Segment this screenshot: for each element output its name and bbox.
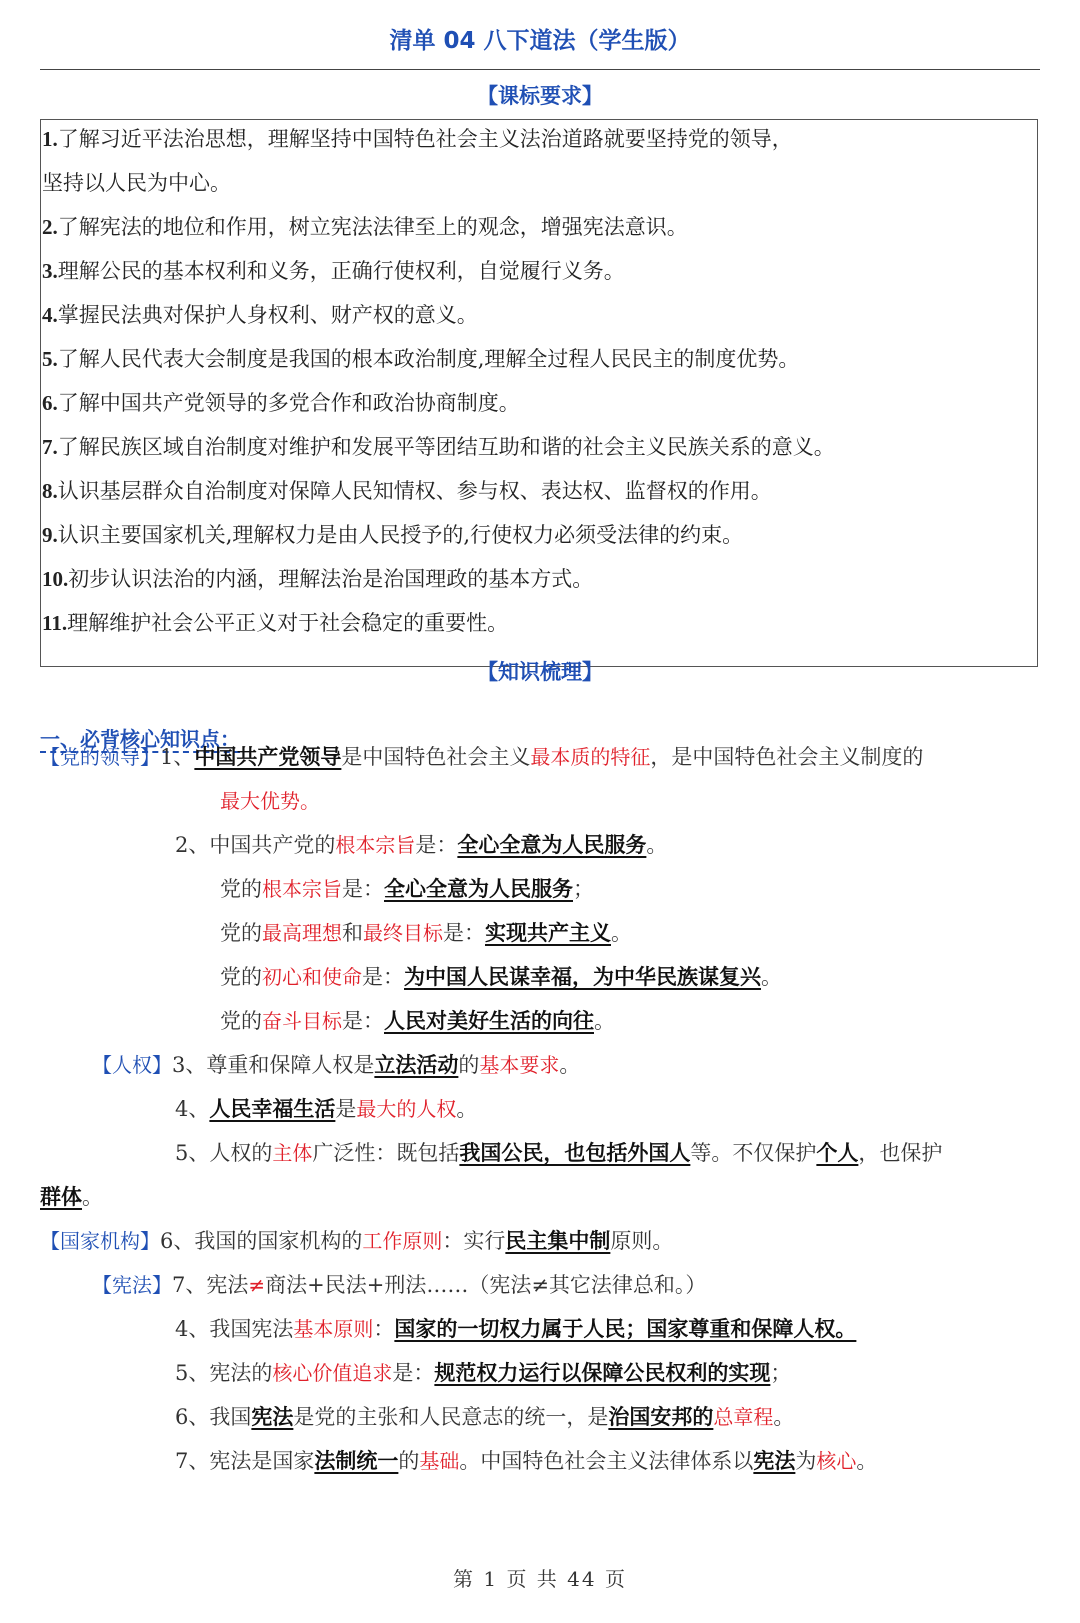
knowledge-subheading: 一、必背核心知识点： [40,727,240,751]
key-term: 基本要求 [479,1053,560,1077]
document-title: 清单 04 八下道法（学生版） [389,28,691,54]
requirement-line [42,124,793,154]
underlined-answer: 全心全意为人民服务 [384,876,573,901]
line-text: 等。不仅保护 [690,1141,817,1165]
line-text: 。 [761,965,782,989]
knowledge-line [220,786,320,816]
underlined-answer: 个人 [816,1140,859,1165]
key-term: 最大的人权 [356,1097,457,1121]
line-text: ，是中国特色社会主义制度的 [650,745,924,769]
line-text: 党的 [220,1009,262,1033]
knowledge-line [175,1446,877,1476]
key-term: 核心 [816,1449,857,1473]
topic-tag: 【国家机构】 [40,1229,160,1253]
knowledge-line [175,1314,856,1344]
key-term: 根本宗旨 [335,833,416,857]
line-text: 5、人权的 [175,1141,273,1165]
line-text: ，也保护 [858,1141,943,1165]
requirement-text: 初步认识法治的内涵，理解法治是治国理政的基本方式。 [68,567,594,591]
key-term: ≠ [248,1273,266,1297]
line-text: 4、我国宪法 [175,1317,294,1341]
line-text: 是： [443,921,485,945]
knowledge-line [220,1006,615,1036]
underlined-answer: 国家的一切权力属于人民；国家尊重和保障人权。 [394,1316,857,1341]
line-text: 是： [342,877,384,901]
line-text: 的 [398,1449,420,1473]
underlined-answer: 人民对美好生活的向往 [384,1008,594,1033]
underlined-answer: 全心全意为人民服务 [457,832,647,857]
underlined-answer: 民主集中制 [505,1228,611,1253]
key-term: 总章程 [713,1405,774,1429]
underlined-answer: 宪法 [753,1448,796,1473]
underlined-answer: 宪法 [251,1404,294,1429]
line-text: 4、 [175,1097,210,1121]
title-divider [40,69,1040,70]
requirement-number: 10. [42,567,69,591]
line-text: 是： [415,833,458,857]
requirement-line [42,520,743,550]
knowledge-heading: 【知识梳理】 [477,660,603,684]
requirement-number: 6. [42,391,58,415]
requirement-text: 了解人民代表大会制度是我国的根本政治制度,理解全过程人民民主的制度优势。 [57,347,800,371]
requirement-text: 了解中国共产党领导的多党合作和政治协商制度。 [57,391,520,415]
line-text: 是： [392,1361,435,1385]
underlined-answer: 立法活动 [374,1052,459,1077]
line-text: 是： [342,1009,384,1033]
underlined-answer: 为中国人民谋幸福，为中华民族谋复兴 [404,964,761,989]
knowledge-line [175,1358,791,1388]
knowledge-line [220,962,782,992]
requirement-line [42,344,799,374]
requirement-number: 1. [42,127,58,151]
line-text: 商法+民法+刑法……（宪法≠其它法律总和。） [265,1273,707,1297]
knowledge-line [175,830,667,860]
requirement-line [42,300,478,330]
underlined-answer: 中国共产党领导 [194,744,342,769]
line-text: 。 [856,1449,878,1473]
requirement-line [42,476,772,506]
knowledge-line [40,1226,673,1256]
line-text: 党的 [220,877,262,901]
line-text: 6、我国 [175,1405,252,1429]
key-term: 最大优势。 [220,789,320,813]
knowledge-line [175,1138,942,1168]
requirement-number: 9. [42,523,58,547]
requirement-line [42,432,835,462]
knowledge-line [175,1094,477,1124]
underlined-answer: 人民幸福生活 [209,1096,336,1121]
key-term: 工作原则 [362,1229,443,1253]
line-text: 6、我国的国家机构的 [160,1229,363,1253]
requirement-text: 理解公民的基本权利和义务，正确行使权利，自觉履行义务。 [57,259,625,283]
key-term: 最高理想 [262,921,342,945]
requirements-heading: 【课标要求】 [477,84,603,108]
key-term: 核心价值追求 [272,1361,393,1385]
requirement-line [42,256,625,286]
page-footer: 第 1 页 共 44 页 [453,1567,627,1591]
knowledge-line [40,1182,103,1212]
line-text: 原则。 [610,1229,674,1253]
topic-tag: 【党的领导】 [40,745,160,769]
line-text: 5、宪法的 [175,1361,273,1385]
line-text: 。中国特色社会主义法律体系以 [459,1449,754,1473]
requirement-text: 了解宪法的地位和作用，树立宪法法律至上的观念，增强宪法意识。 [57,215,688,239]
key-term: 主体 [272,1141,313,1165]
line-text: 党的 [220,965,262,989]
line-text: 是党的主张和人民意志的统一，是 [293,1405,609,1429]
line-text: 是中国特色社会主义 [341,745,531,769]
key-term: 基本原则 [293,1317,374,1341]
knowledge-line [220,918,632,948]
knowledge-line [92,1050,580,1080]
knowledge-line [220,874,594,904]
requirement-number: 7. [42,435,58,459]
requirement-text: 掌握民法典对保护人身权利、财产权的意义。 [57,303,478,327]
line-text: 7、宪法 [172,1273,249,1297]
requirement-number: 11. [42,611,68,635]
requirement-line [42,608,508,638]
line-text: ； [770,1361,792,1385]
key-term: 最本质的特征 [530,745,651,769]
key-term: 根本宗旨 [262,877,342,901]
line-text: 是： [362,965,404,989]
knowledge-line [175,1402,794,1432]
key-term: 奋斗目标 [262,1009,342,1033]
knowledge-line [40,742,923,772]
topic-tag: 【宪法】 [92,1273,172,1297]
key-term: 初心和使命 [262,965,362,989]
line-text: 。 [646,833,668,857]
knowledge-line [92,1270,706,1300]
line-text: 1、 [160,745,195,769]
underlined-answer: 群体 [40,1184,82,1209]
line-text: 和 [342,921,363,945]
requirement-text: 了解习近平法治思想，理解坚持中国特色社会主义法治道路就要坚持党的领导， [57,127,793,151]
line-text: 。 [611,921,632,945]
key-term: 基础 [419,1449,460,1473]
requirement-line [42,212,688,242]
line-text: 党的 [220,921,262,945]
underlined-answer: 实现共产主义 [485,920,611,945]
line-text: 广泛性：既包括 [312,1141,460,1165]
underlined-answer: 治国安邦的 [608,1404,714,1429]
underlined-answer: 我国公民，也包括外国人 [459,1140,691,1165]
line-text: 为 [795,1449,817,1473]
line-text: ； [573,877,594,901]
requirement-text: 了解民族区域自治制度对维护和发展平等团结互助和谐的社会主义民族关系的意义。 [57,435,835,459]
key-term: 最终目标 [363,921,443,945]
line-text: 7、宪法是国家 [175,1449,315,1473]
line-text: 2、中国共产党的 [175,833,336,857]
requirement-text: 理解维护社会公平正义对于社会稳定的重要性。 [67,611,509,635]
requirement-number: 5. [42,347,58,371]
requirement-number: 4. [42,303,58,327]
line-text: 。 [773,1405,795,1429]
line-text: 。 [594,1009,615,1033]
requirement-number: 8. [42,479,58,503]
requirement-number: 2. [42,215,58,239]
line-text: ： [373,1317,395,1341]
line-text: 。 [456,1097,478,1121]
requirement-text: 认识基层群众自治制度对保障人民知情权、参与权、表达权、监督权的作用。 [57,479,772,503]
requirement-number: 3. [42,259,58,283]
line-text: 。 [559,1053,581,1077]
line-text: 的 [458,1053,480,1077]
line-text: 。 [82,1185,103,1209]
line-text: ：实行 [442,1229,506,1253]
requirement-line [42,388,520,418]
requirement-text: 认识主要国家机关,理解权力是由人民授予的,行使权力必须受法律的约束。 [57,523,744,547]
underlined-answer: 规范权力运行以保障公民权利的实现 [434,1360,771,1385]
underlined-answer: 法制统一 [314,1448,399,1473]
topic-tag: 【人权】 [92,1053,172,1077]
requirement-text: 坚持以人民为中心。 [42,171,231,195]
requirement-line [42,168,231,198]
requirement-line [42,564,593,594]
line-text: 3、尊重和保障人权是 [172,1053,375,1077]
line-text: 是 [335,1097,357,1121]
